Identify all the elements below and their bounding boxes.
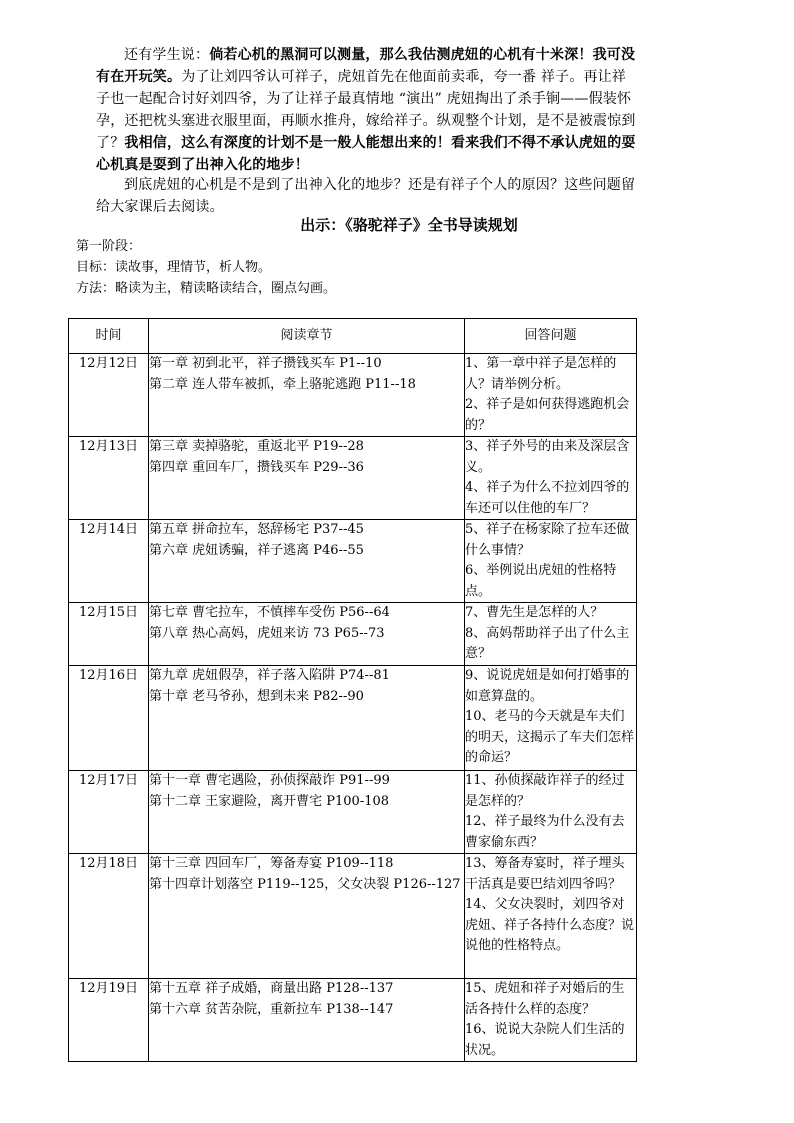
header-date: 时间 <box>69 319 149 354</box>
plan-title: 出示：《骆驼祥子》全书导读规划 <box>300 216 518 234</box>
row-questions <box>465 520 637 603</box>
row-chapters <box>149 854 465 979</box>
stage-label: 第一阶段： <box>76 239 142 254</box>
chapter-line: 第十六章 贫苦杂院，重新拉车 P138--147 <box>149 1001 394 1017</box>
table-row <box>69 354 637 437</box>
paragraph-bold-claim: 倘若心机的黑洞可以测量，那么我估测虎妞的心机有十米深！我可没有在开玩笑。 <box>96 47 636 85</box>
row-chapters <box>149 771 465 854</box>
goal-line: 目标：读故事，理情节，析人物。 <box>76 260 272 275</box>
question-item: 13、筹备寿宴时，祥子埋头干活真是要巴结刘四爷吗？ <box>465 856 625 892</box>
table-row <box>69 603 637 666</box>
chapter-line: 第八章 热心高妈，虎妞来访 73 P65--73 <box>149 625 385 641</box>
row-questions <box>465 771 637 854</box>
chapter-line: 第六章 虎妞诱骗，祥子逃离 P46--55 <box>149 542 364 558</box>
row-date: 12月16日 <box>69 666 149 771</box>
row-chapters <box>149 354 465 437</box>
row-questions <box>465 437 637 520</box>
reading-plan-table <box>68 318 637 1062</box>
chapter-line: 第七章 曹宅拉车，不慎摔车受伤 P56--64 <box>149 605 390 620</box>
row-questions <box>465 979 637 1062</box>
question-item: 8、高妈帮助祥子出了什么主意？ <box>465 625 630 661</box>
paragraph-student-comment <box>96 44 636 176</box>
chapter-line: 第二章 连人带车被抓，牵上骆驼逃跑 P11--18 <box>149 376 416 392</box>
row-date: 12月14日 <box>69 520 149 603</box>
row-date: 12月19日 <box>69 979 149 1062</box>
row-chapters <box>149 979 465 1062</box>
row-chapters <box>149 520 465 603</box>
question-item: 7、曹先生是怎样的人？ <box>465 605 604 620</box>
table-row <box>69 520 637 603</box>
question-item: 3、祥子外号的由来及深层含义。 <box>465 439 630 475</box>
question-item: 1、第一章中祥子是怎样的人？请举例分析。 <box>465 356 617 392</box>
header-chapters: 阅读章节 <box>149 319 465 354</box>
row-chapters <box>149 437 465 520</box>
row-date: 12月15日 <box>69 603 149 666</box>
question-item: 9、说说虎妞是如何打婚事的如意算盘的。 <box>465 668 630 704</box>
chapter-line: 第十一章 曹宅遇险，孙侦探敲诈 P91--99 <box>149 773 390 788</box>
paragraph-reading-prompt: 到底虎妞的心机是不是到了出神入化的地步？还是有祥子个人的原因？这些问题留给大家课后去阅读。 <box>96 177 636 215</box>
row-chapters <box>149 603 465 666</box>
row-questions <box>465 854 637 979</box>
question-item: 15、虎妞和祥子对婚后的生活各持什么样的态度？ <box>465 981 625 1017</box>
header-questions: 回答问题 <box>465 319 637 354</box>
chapter-line: 第四章 重回车厂，攒钱买车 P29--36 <box>149 459 364 475</box>
paragraph-plan-description: 为了让刘四爷认可祥子，虎妞首先在他面前卖乖，夸一番 祥子。再让祥子也一起配合讨好刘四爷，为了让祥子最真情地 “演出” 虎妞掏出了杀手锏——假装怀孕，还把枕头塞进衣服里面，再顺水推舟，嫁给祥子。纵观整个计划，是不是被震惊到了？ <box>96 69 636 151</box>
question-item: 12、祥子最终为什么没有去曹家偷东西？ <box>465 814 625 850</box>
chapter-line: 第十二章 王家避险，离开曹宅 P100-108 <box>149 793 390 809</box>
question-item: 10、老马的今天就是车夫们的明天，这揭示了车夫们怎样的命运？ <box>465 709 635 765</box>
question-item: 14、父女决裂时，刘四爷对虎妞、祥子各持什么态度？说说他的性格特点。 <box>465 897 635 953</box>
row-date: 12月13日 <box>69 437 149 520</box>
row-questions <box>465 666 637 771</box>
method-line: 方法：略读为主，精读略读结合，圈点勾画。 <box>76 281 337 296</box>
table-row <box>69 437 637 520</box>
chapter-line: 第九章 虎妞假孕，祥子落入陷阱 P74--81 <box>149 668 390 683</box>
row-questions <box>465 354 637 437</box>
row-questions <box>465 603 637 666</box>
row-date: 12月18日 <box>69 854 149 979</box>
chapter-line: 第十四章计划落空 P119--125，父女决裂 P126--127 <box>149 876 461 892</box>
chapter-line: 第一章 初到北平，祥子攒钱买车 P1--10 <box>149 356 382 371</box>
table-row <box>69 771 637 854</box>
question-item: 16、说说大杂院人们生活的状况。 <box>465 1022 625 1058</box>
question-item: 11、孙侦探敲诈祥子的经过是怎样的？ <box>465 773 625 809</box>
row-chapters <box>149 666 465 771</box>
table-row <box>69 854 637 979</box>
chapter-line: 第十章 老马爷孙，想到未来 P82--90 <box>149 688 364 704</box>
paragraph-bold-conclusion: 我相信，这么有深度的计划不是一般人能想出来的！看来我们不得不承认虎妞的耍心机真是耍到了出神入化的地步！ <box>96 135 636 173</box>
chapter-line: 第三章 卖掉骆驼，重返北平 P19--28 <box>149 439 364 454</box>
question-item: 4、祥子为什么不拉刘四爷的车还可以住他的车厂？ <box>465 480 630 516</box>
chapter-line: 第十五章 祥子成婚，商量出路 P128--137 <box>149 981 394 996</box>
chapter-line: 第五章 拼命拉车，怒辞杨宅 P37--45 <box>149 522 364 537</box>
row-date: 12月17日 <box>69 771 149 854</box>
question-item: 5、祥子在杨家除了拉车还做什么事情？ <box>465 522 630 558</box>
paragraph-intro: 还有学生说： <box>124 47 210 63</box>
question-item: 2、祥子是如何获得逃跑机会的？ <box>465 397 630 433</box>
row-date: 12月12日 <box>69 354 149 437</box>
question-item: 6、举例说出虎妞的性格特点。 <box>465 563 617 599</box>
table-row <box>69 666 637 771</box>
chapter-line: 第十三章 四回车厂，筹备寿宴 P109--118 <box>149 856 394 871</box>
table-row <box>69 979 637 1062</box>
table-header-row <box>69 319 637 354</box>
